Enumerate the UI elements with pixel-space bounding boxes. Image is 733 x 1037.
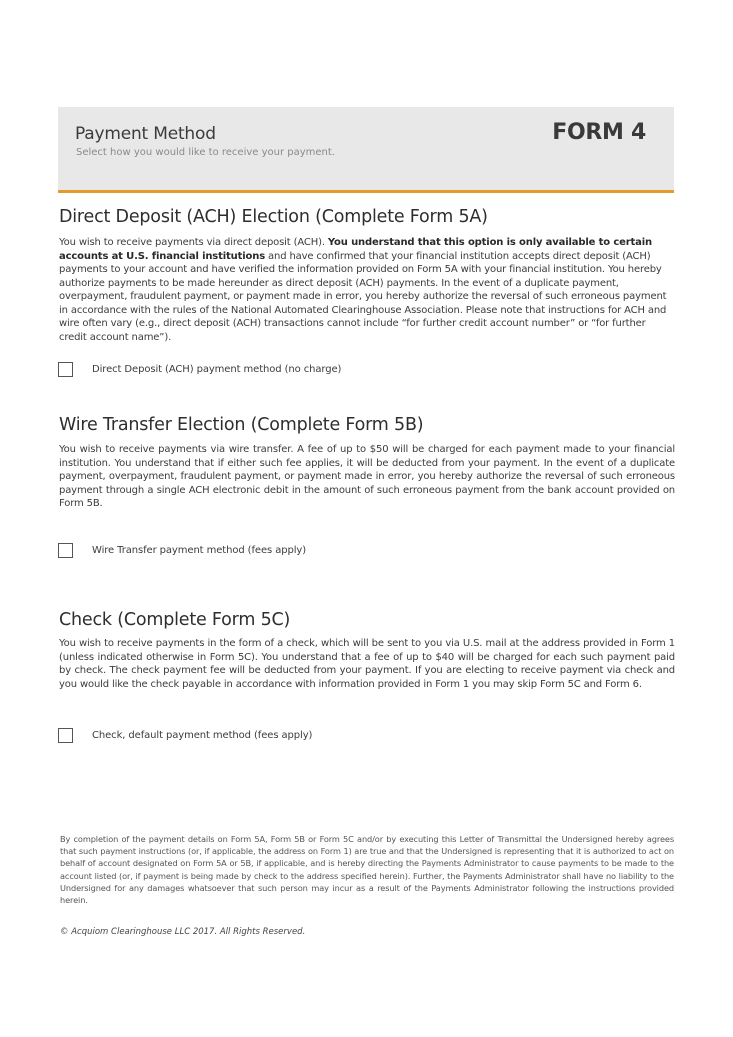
- copyright: © Acquiom Clearinghouse LLC 2017. All Rights Reserved.: [60, 927, 306, 937]
- check-section-heading: Check (Complete Form 5C): [59, 610, 291, 630]
- page-title: Payment Method: [75, 124, 216, 144]
- ach-body-intro: You wish to receive payments via direct deposit (ACH).: [59, 237, 328, 248]
- ach-body-rest: and have confirmed that your financial institution accepts direct deposit (ACH) payments to your account and have verified the information provided on Form 5A with your financial institution. You hereby authorize payments to be made hereunder as direct deposit (ACH) payments. In the event of a duplicate payment, overpayment, fraudulent payment, or payment made in error, you hereby authorize the reversal of such erroneous payment in accordance with the rules of the National Automated Clearinghouse Association. Please note that instructions for ACH and wire often vary (e.g., direct deposit (ACH) transactions cannot include “for further credit account number” or “for further credit account name”).: [59, 250, 667, 343]
- ach-section-heading: Direct Deposit (ACH) Election (Complete Form 5A): [59, 207, 488, 227]
- wire-checkbox[interactable]: [58, 543, 73, 558]
- check-option-label[interactable]: Check, default payment method (fees apply): [92, 729, 313, 741]
- check-section-body: You wish to receive payments in the form of a check, which will be sent to you via U.S. mail at the address provided in Form 1 (unless indicated otherwise in Form 5C). You understand that a fee of up to $40 will be charged for each such payment paid by check. The check payment fee will be deducted from your payment. If you are electing to receive payment via check and you would like the check payable in accordance with information provided in Form 1 you may skip Form 5C and Form 6.: [59, 638, 675, 690]
- footer-disclaimer: By completion of the payment details on Form 5A, Form 5B or Form 5C and/or by executing this Letter of Transmittal the Undersigned hereby agrees that such payment instructions (or, if applicable, the address on Form 1) are true and that the Undersigned is representing that it is authorized to act on behalf of account designated on Form 5A or 5B, if applicable, and is hereby directing the Payments Administrator to cause payments to be made to the account listed (or, if payment is being made by check to the address specified herein). Further, the Payments Administrator shall have no liability to the Undersigned for any damages whatsoever that such person may incur as a result of the Payments Administrator following the instructions provided herein.: [60, 834, 674, 906]
- form-number: FORM 4: [552, 120, 646, 145]
- check-checkbox[interactable]: [58, 728, 73, 743]
- form-header: [58, 107, 674, 193]
- wire-section-body: You wish to receive payments via wire transfer. A fee of up to $50 will be charged for each payment made to your financial institution. You understand that if either such fee applies, it will be deducted from your payment. In the event of a duplicate payment, overpayment, fraudulent payment, or payment made in error, you hereby authorize the reversal of such erroneous payment through a single ACH electronic debit in the amount of such erroneous payment from the bank account provided on Form 5B.: [59, 444, 675, 509]
- wire-option[interactable]: [58, 541, 306, 559]
- ach-body-bold: You understand that this option is only available to certain accounts at U.S. financial institutions: [59, 237, 652, 262]
- ach-option-label[interactable]: Direct Deposit (ACH) payment method (no charge): [92, 363, 342, 375]
- check-option[interactable]: [58, 726, 312, 744]
- wire-section-heading: Wire Transfer Election (Complete Form 5B): [59, 415, 424, 435]
- ach-section-body: [59, 236, 675, 344]
- ach-option[interactable]: [58, 360, 341, 378]
- wire-option-label[interactable]: Wire Transfer payment method (fees apply): [92, 544, 307, 556]
- ach-checkbox[interactable]: [58, 362, 73, 377]
- page-subtitle: Select how you would like to receive your payment.: [76, 147, 335, 158]
